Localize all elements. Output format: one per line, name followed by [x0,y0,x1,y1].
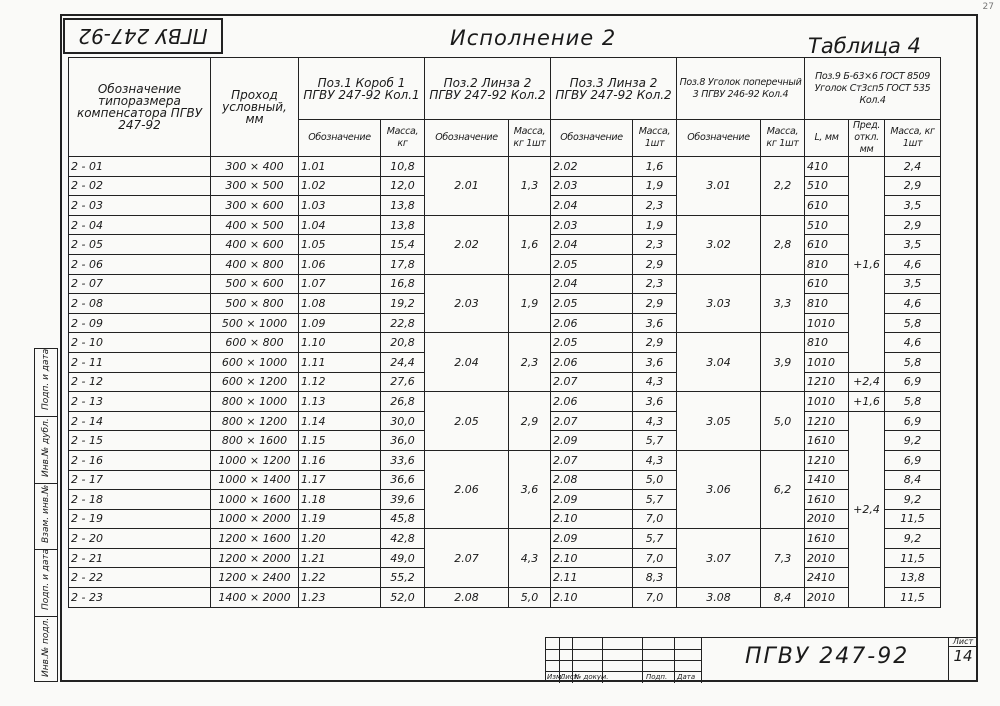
pos1-mass: 45,8 [381,509,425,529]
pos3-designation: 2.05 [551,333,633,353]
pos3-mass: 3,6 [633,352,677,372]
tb-izm-label: Изм. [547,673,564,681]
passage-size: 1000 × 1400 [211,470,299,490]
pos9-length: 1010 [805,352,849,372]
pos1-designation: 1.06 [299,254,381,274]
pos2-designation: 2.08 [425,588,509,608]
pos1-mass: 10,8 [381,157,425,177]
pos1-mass: 12,0 [381,176,425,196]
passage-size: 600 × 1000 [211,352,299,372]
pos8-designation: 3.02 [677,215,761,274]
pos9-mass: 2,9 [885,215,941,235]
table-row [69,450,941,470]
pos9-mass: 5,8 [885,313,941,333]
pos1-mass: 27,6 [381,372,425,392]
pos9-mass: 9,2 [885,490,941,510]
pos2-mass: 2,3 [509,333,551,392]
side-stamp-label: Инв.№ подл. [41,617,51,677]
pos3-designation: 2.04 [551,196,633,216]
pos3-designation: 2.05 [551,294,633,314]
pos3-mass: 4,3 [633,372,677,392]
pos8-mass: 3,3 [761,274,805,333]
type-code: 2 - 12 [69,372,211,392]
side-stamp [34,348,58,682]
pos1-mass: 42,8 [381,529,425,549]
pos3-designation: 2.10 [551,588,633,608]
passage-size: 400 × 500 [211,215,299,235]
passage-size: 1000 × 2000 [211,509,299,529]
spec-table [68,57,941,608]
pos9-mass: 9,2 [885,431,941,451]
pos8-designation: 3.05 [677,392,761,451]
pos9-mass: 3,5 [885,274,941,294]
header-pos1: Поз.1 Короб 1 ПГВУ 247-92 Кол.1 [299,58,425,120]
passage-size: 800 × 1000 [211,392,299,412]
pos2-designation: 2.01 [425,157,509,216]
passage-size: 1000 × 1600 [211,490,299,510]
subheader-l-mm: L, мм [805,120,849,157]
pos3-mass: 2,9 [633,294,677,314]
table-row [69,529,941,549]
pos9-mass: 4,6 [885,294,941,314]
subheader-oboz-2: Обозначение [425,120,509,157]
table-row [69,215,941,235]
pos9-tolerance: +1,6 [849,392,885,412]
passage-size: 1000 × 1200 [211,450,299,470]
pos3-designation: 2.04 [551,274,633,294]
pos1-mass: 52,0 [381,588,425,608]
pos1-mass: 13,8 [381,215,425,235]
pos3-designation: 2.11 [551,568,633,588]
subheader-oboz-8: Обозначение [677,120,761,157]
pos9-length: 2410 [805,568,849,588]
sheet-number-box [948,637,977,682]
passage-size: 300 × 400 [211,157,299,177]
pos3-designation: 2.03 [551,176,633,196]
pos1-mass: 24,4 [381,352,425,372]
pos1-designation: 1.12 [299,372,381,392]
type-code: 2 - 17 [69,470,211,490]
pos9-tolerance: +2,4 [849,372,885,392]
document-code: ПГВУ 247-92 [745,644,910,669]
side-divider [35,416,57,417]
pos8-mass: 3,9 [761,333,805,392]
table-title: Таблица 4 [808,34,921,58]
type-code: 2 - 18 [69,490,211,510]
header-pos2: Поз.2 Линза 2 ПГВУ 247-92 Кол.2 [425,58,551,120]
pos1-designation: 1.15 [299,431,381,451]
pos9-length: 810 [805,254,849,274]
pos3-designation: 2.09 [551,490,633,510]
passage-size: 600 × 1200 [211,372,299,392]
pos1-designation: 1.11 [299,352,381,372]
pos3-designation: 2.02 [551,157,633,177]
passage-size: 1400 × 2000 [211,588,299,608]
subheader-oboz-3: Обозначение [551,120,633,157]
pos8-mass: 8,4 [761,588,805,608]
pos9-length: 1210 [805,450,849,470]
pos8-designation: 3.01 [677,157,761,216]
pos9-length: 2010 [805,588,849,608]
pos9-length: 1610 [805,529,849,549]
type-code: 2 - 11 [69,352,211,372]
pos1-designation: 1.10 [299,333,381,353]
pos3-mass: 7,0 [633,588,677,608]
pos3-mass: 5,7 [633,529,677,549]
pos8-designation: 3.06 [677,450,761,528]
pos2-mass: 1,3 [509,157,551,216]
pos9-length: 410 [805,157,849,177]
tb-ndok-label: № докум. [574,673,609,681]
pos1-designation: 1.14 [299,411,381,431]
tb-podp-label: Подп. [646,673,668,681]
pos9-tolerance: +2,4 [849,411,885,607]
pos1-designation: 1.19 [299,509,381,529]
header-passage: Проход условный, мм [211,58,299,157]
subheader-mass-9: Масса, кг 1шт [885,120,941,157]
passage-size: 300 × 500 [211,176,299,196]
pos9-length: 610 [805,274,849,294]
pos9-mass: 6,9 [885,372,941,392]
pos1-designation: 1.05 [299,235,381,255]
passage-size: 400 × 800 [211,254,299,274]
header-pos9: Поз.9 Б-63×6 ГОСТ 8509 Уголок Ст3сп5 ГОСТ 535 Кол.4 [805,58,941,120]
type-code: 2 - 07 [69,274,211,294]
pos9-mass: 2,4 [885,157,941,177]
type-code: 2 - 03 [69,196,211,216]
pos9-length: 610 [805,235,849,255]
pos1-designation: 1.17 [299,470,381,490]
pos9-mass: 11,5 [885,548,941,568]
pos2-mass: 1,6 [509,215,551,274]
pos9-length: 510 [805,215,849,235]
side-divider [35,483,57,484]
pos3-mass: 8,3 [633,568,677,588]
pos8-designation: 3.08 [677,588,761,608]
type-code: 2 - 02 [69,176,211,196]
pos2-mass: 4,3 [509,529,551,588]
pos8-designation: 3.04 [677,333,761,392]
type-code: 2 - 09 [69,313,211,333]
type-code: 2 - 19 [69,509,211,529]
pos1-mass: 30,0 [381,411,425,431]
passage-size: 600 × 800 [211,333,299,353]
pos1-mass: 19,2 [381,294,425,314]
pos9-length: 810 [805,333,849,353]
passage-size: 1200 × 2000 [211,548,299,568]
pos1-designation: 1.21 [299,548,381,568]
pos9-mass: 8,4 [885,470,941,490]
pos3-designation: 2.06 [551,392,633,412]
pos9-length: 610 [805,196,849,216]
variant-title: Исполнение 2 [450,26,617,50]
pos3-designation: 2.07 [551,411,633,431]
type-code: 2 - 20 [69,529,211,549]
table-row [69,588,941,608]
pos1-designation: 1.18 [299,490,381,510]
pos3-mass: 7,0 [633,548,677,568]
pos9-mass: 6,9 [885,411,941,431]
pos1-mass: 36,6 [381,470,425,490]
pos3-designation: 2.03 [551,215,633,235]
passage-size: 800 × 1200 [211,411,299,431]
pos3-designation: 2.10 [551,548,633,568]
type-code: 2 - 08 [69,294,211,314]
subheader-oboz-1: Обозначение [299,120,381,157]
subheader-mass-3: Масса, 1шт [633,120,677,157]
pos3-mass: 3,6 [633,392,677,412]
pos3-designation: 2.05 [551,254,633,274]
pos2-designation: 2.02 [425,215,509,274]
type-code: 2 - 16 [69,450,211,470]
pos3-designation: 2.09 [551,529,633,549]
type-code: 2 - 01 [69,157,211,177]
pos3-mass: 2,3 [633,274,677,294]
pos2-mass: 2,9 [509,392,551,451]
pos1-mass: 26,8 [381,392,425,412]
type-code: 2 - 14 [69,411,211,431]
pos3-mass: 5,7 [633,490,677,510]
pos3-designation: 2.08 [551,470,633,490]
type-code: 2 - 04 [69,215,211,235]
pos1-designation: 1.07 [299,274,381,294]
subheader-mass-2: Масса, кг 1шт [509,120,551,157]
pos2-mass: 1,9 [509,274,551,333]
pos3-designation: 2.09 [551,431,633,451]
pos3-mass: 1,9 [633,215,677,235]
table-row [69,392,941,412]
pos1-designation: 1.08 [299,294,381,314]
pos1-mass: 15,4 [381,235,425,255]
pos8-mass: 6,2 [761,450,805,528]
passage-size: 1200 × 1600 [211,529,299,549]
pos1-mass: 20,8 [381,333,425,353]
pos2-designation: 2.03 [425,274,509,333]
pos8-mass: 2,2 [761,157,805,216]
pos2-mass: 5,0 [509,588,551,608]
pos1-designation: 1.09 [299,313,381,333]
tb-data-label: Дата [677,673,696,681]
pos1-designation: 1.04 [299,215,381,235]
pos2-designation: 2.04 [425,333,509,392]
page-corner-mark: 27 [982,2,994,12]
pos9-mass: 9,2 [885,529,941,549]
pos8-designation: 3.03 [677,274,761,333]
pos1-designation: 1.22 [299,568,381,588]
pos1-designation: 1.16 [299,450,381,470]
tb-list-label: Лист [560,673,578,681]
header-designation: Обозначение типоразмера компенсатора ПГВУ 247-92 [69,58,211,157]
table-row [69,157,941,177]
pos2-designation: 2.05 [425,392,509,451]
pos1-mass: 16,8 [381,274,425,294]
pos9-mass: 6,9 [885,450,941,470]
pos1-mass: 22,8 [381,313,425,333]
pos3-designation: 2.06 [551,313,633,333]
pos1-mass: 36,0 [381,431,425,451]
subheader-mass-8: Масса, кг 1шт [761,120,805,157]
type-code: 2 - 05 [69,235,211,255]
pos9-mass: 3,5 [885,196,941,216]
pos1-mass: 49,0 [381,548,425,568]
pos2-designation: 2.06 [425,450,509,528]
pos9-mass: 4,6 [885,254,941,274]
pos1-mass: 13,8 [381,196,425,216]
type-code: 2 - 06 [69,254,211,274]
pos1-designation: 1.13 [299,392,381,412]
passage-size: 500 × 600 [211,274,299,294]
spec-table-body [69,157,941,608]
pos3-mass: 3,6 [633,313,677,333]
type-code: 2 - 13 [69,392,211,412]
subheader-mass-1: Масса, кг [381,120,425,157]
pos3-mass: 1,9 [633,176,677,196]
pos9-mass: 13,8 [885,568,941,588]
pos9-length: 1010 [805,392,849,412]
pos9-length: 1610 [805,490,849,510]
pos1-designation: 1.20 [299,529,381,549]
sheet-label: Лист [949,637,977,647]
side-stamp-label: Подп. и дата [41,548,51,611]
pos3-mass: 2,9 [633,333,677,353]
side-stamp-label: Подп. и дата [41,348,51,410]
pos3-designation: 2.10 [551,509,633,529]
pos3-mass: 5,7 [633,431,677,451]
side-stamp-label: Взам. инв.№ [41,485,51,544]
pos9-mass: 2,9 [885,176,941,196]
pos9-length: 1610 [805,431,849,451]
pos1-mass: 17,8 [381,254,425,274]
passage-size: 800 × 1600 [211,431,299,451]
pos9-length: 1010 [805,313,849,333]
header-pos8: Поз.8 Уголок поперечный 3 ПГВУ 246-92 Кол.4 [677,58,805,120]
type-code: 2 - 22 [69,568,211,588]
pos3-mass: 4,3 [633,450,677,470]
pos1-designation: 1.03 [299,196,381,216]
pos3-mass: 2,9 [633,254,677,274]
pos9-mass: 4,6 [885,333,941,353]
rotated-stamp: ПГВУ 247-92 [63,18,223,54]
table-row [69,274,941,294]
pos9-length: 2010 [805,509,849,529]
passage-size: 500 × 800 [211,294,299,314]
pos9-mass: 5,8 [885,392,941,412]
pos3-designation: 2.07 [551,372,633,392]
table-row [69,333,941,353]
pos2-mass: 3,6 [509,450,551,528]
sheet-number: 14 [953,647,973,665]
pos1-designation: 1.02 [299,176,381,196]
passage-size: 400 × 600 [211,235,299,255]
header-pos3: Поз.3 Линза 2 ПГВУ 247-92 Кол.2 [551,58,677,120]
pos9-length: 1210 [805,372,849,392]
pos9-tolerance: +1,6 [849,157,885,373]
pos9-length: 1410 [805,470,849,490]
pos9-length: 510 [805,176,849,196]
passage-size: 300 × 600 [211,196,299,216]
pos9-mass: 11,5 [885,588,941,608]
passage-size: 1200 × 2400 [211,568,299,588]
pos8-mass: 7,3 [761,529,805,588]
pos1-mass: 33,6 [381,450,425,470]
pos1-designation: 1.01 [299,157,381,177]
pos8-designation: 3.07 [677,529,761,588]
pos9-length: 2010 [805,548,849,568]
pos3-mass: 7,0 [633,509,677,529]
pos8-mass: 2,8 [761,215,805,274]
pos1-mass: 39,6 [381,490,425,510]
type-code: 2 - 15 [69,431,211,451]
pos9-mass: 11,5 [885,509,941,529]
pos9-mass: 3,5 [885,235,941,255]
pos3-mass: 5,0 [633,470,677,490]
passage-size: 500 × 1000 [211,313,299,333]
pos3-mass: 2,3 [633,196,677,216]
pos8-mass: 5,0 [761,392,805,451]
type-code: 2 - 10 [69,333,211,353]
type-code: 2 - 21 [69,548,211,568]
pos1-mass: 55,2 [381,568,425,588]
pos3-mass: 2,3 [633,235,677,255]
pos3-designation: 2.06 [551,352,633,372]
pos9-mass: 5,8 [885,352,941,372]
type-code: 2 - 23 [69,588,211,608]
pos2-designation: 2.07 [425,529,509,588]
pos3-designation: 2.04 [551,235,633,255]
pos9-length: 1210 [805,411,849,431]
side-stamp-label: Инв.№ дубл. [41,417,51,477]
subheader-tolerance: Пред. откл. мм [849,120,885,157]
pos9-length: 810 [805,294,849,314]
pos1-designation: 1.23 [299,588,381,608]
pos3-mass: 1,6 [633,157,677,177]
pos3-designation: 2.07 [551,450,633,470]
pos3-mass: 4,3 [633,411,677,431]
